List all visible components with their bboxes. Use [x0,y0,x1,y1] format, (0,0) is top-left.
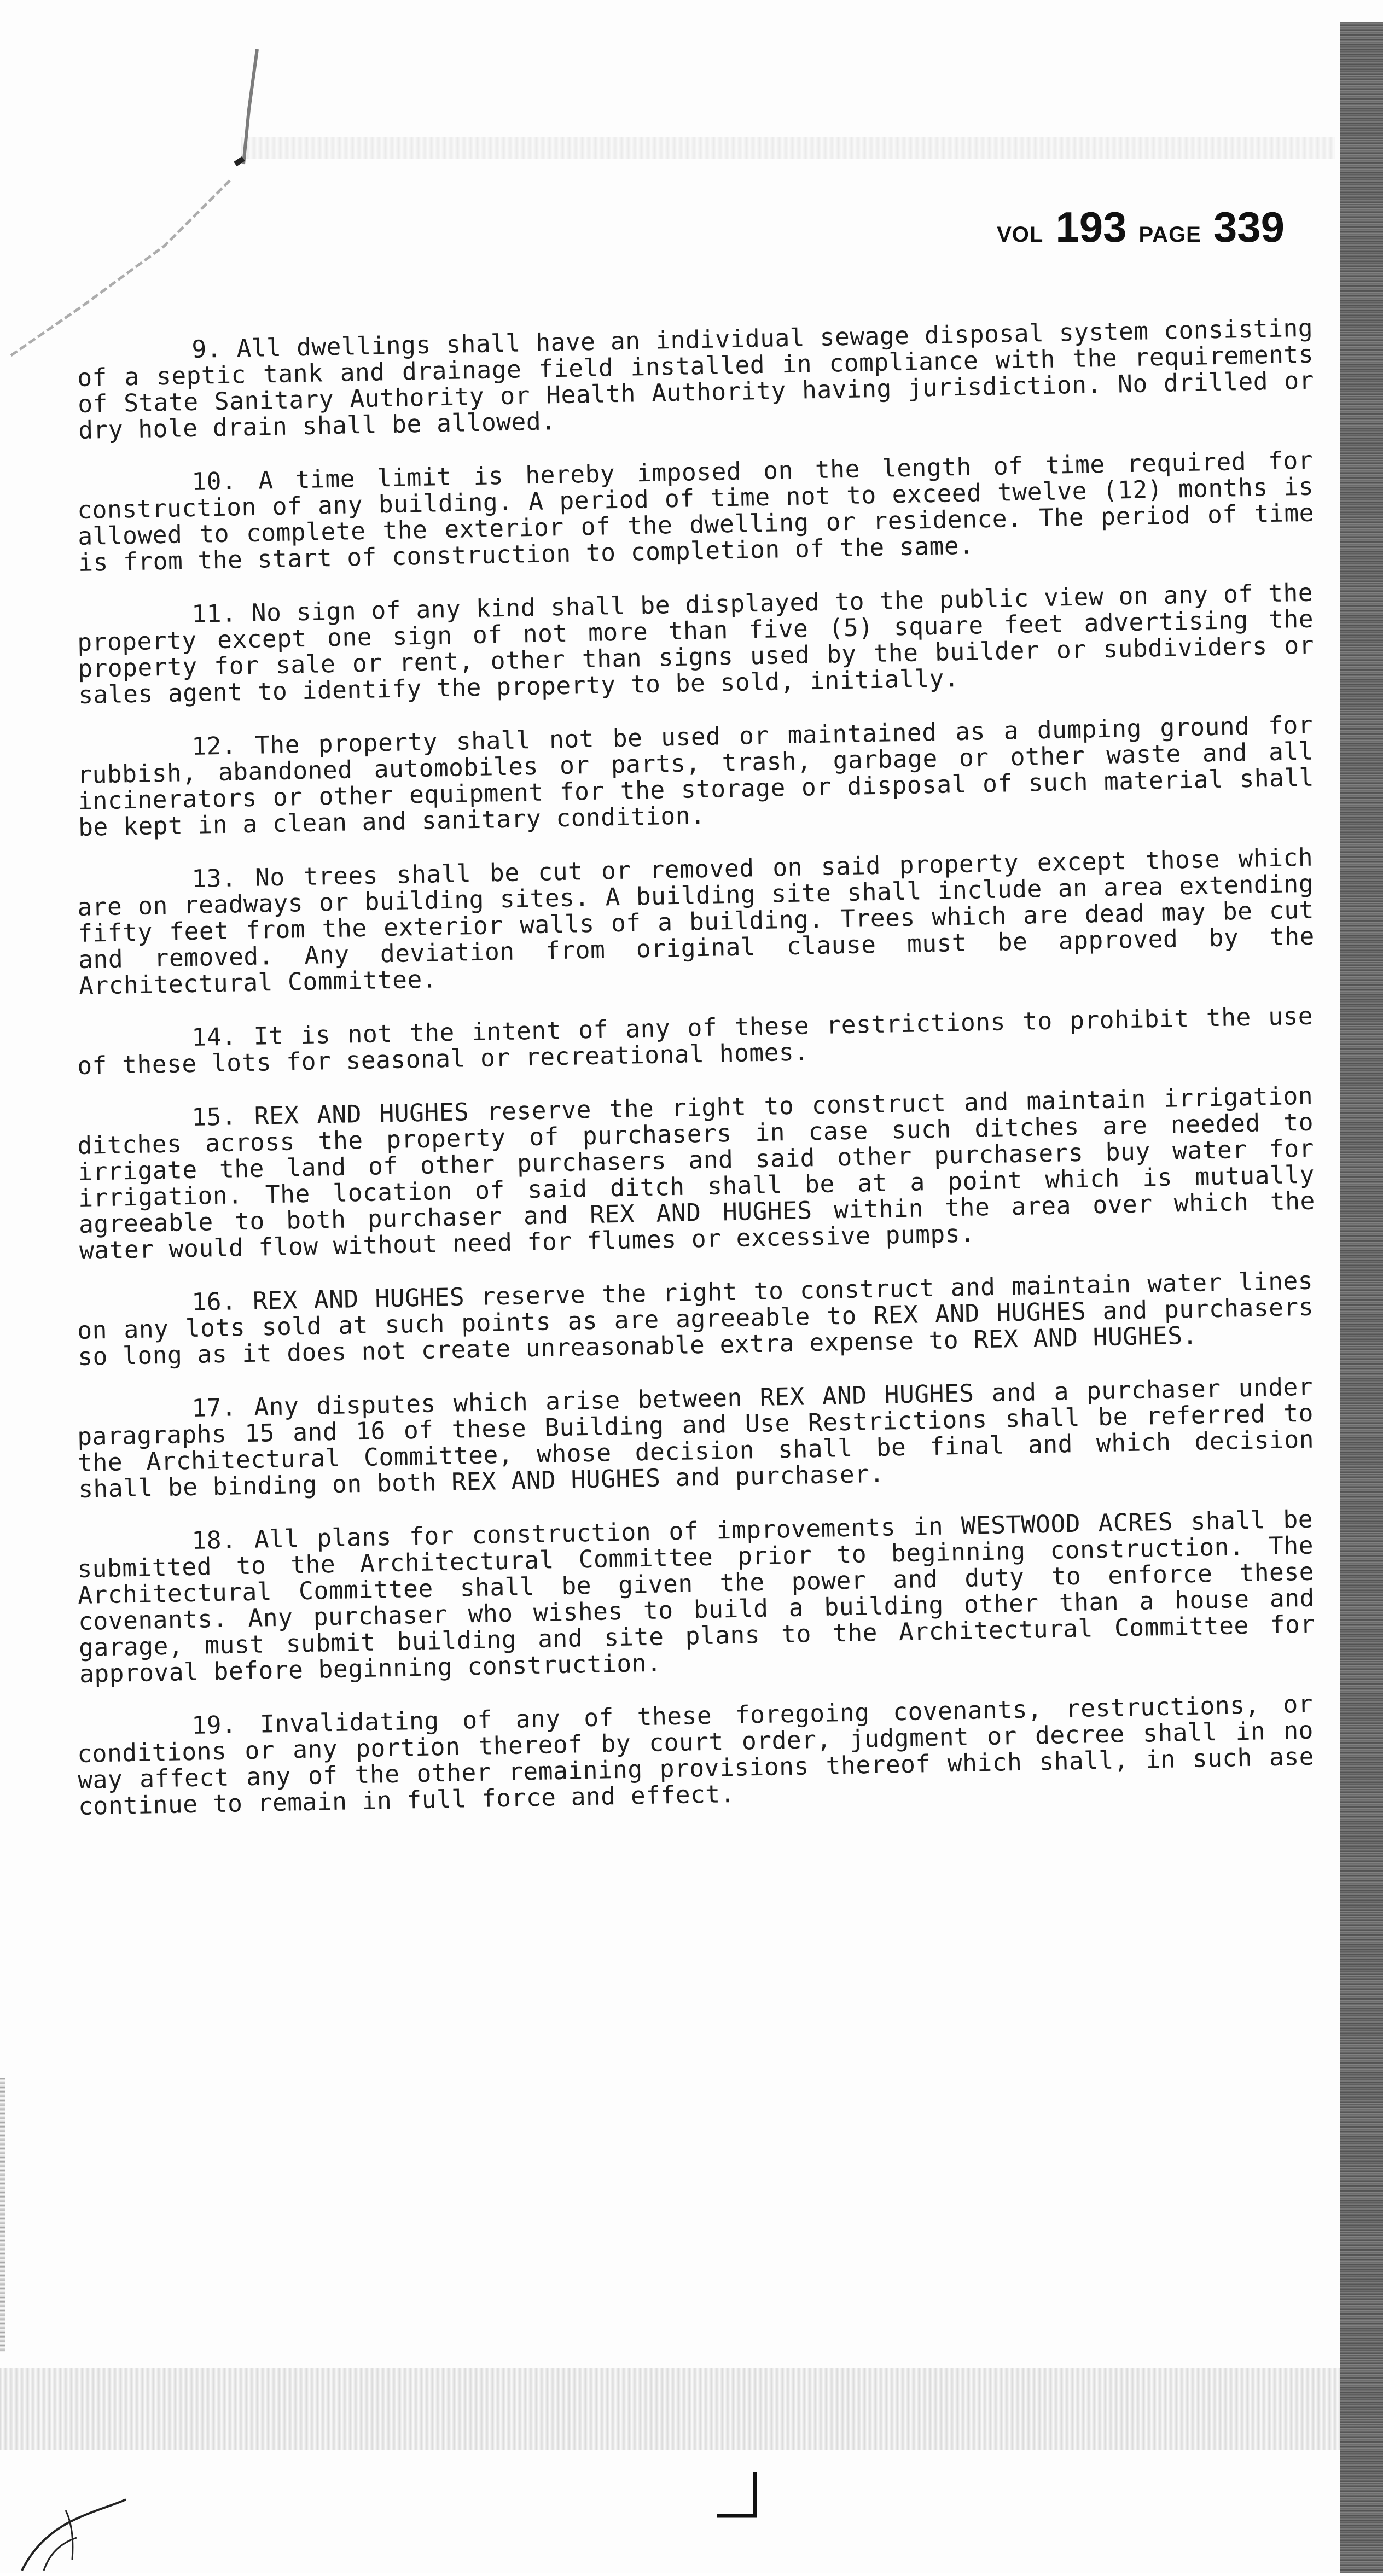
page-fold-mark [0,0,284,383]
paragraph-17: 17. Any disputes which arise between REX AND HUGHES and a purchaser under paragraphs 15 and 16 of these Building and Use Restrictions shall be referred to the Architectural Committee, whose decision shall be final and which decision shall be binding on both REX AND HUGHES and purchaser. [77,1373,1315,1503]
page-label: PAGE [1138,223,1201,247]
paragraph-10: 10. A time limit is hereby imposed on the length of time required for construction of any building. A period of time not to exceed twelve (12) months is allowed to complete the exterior of the dwelling or residence. The period of time is from the start of construction to completion of the same. [77,446,1315,577]
scan-edge-shadow [1340,22,1383,2573]
volume-page-reference [997,202,1285,252]
scan-noise-left [0,2078,5,2352]
paragraph-12: 12. The property shall not be used or maintained as a dumping ground for rubbish, abandoned automobiles or parts, trash, garbage or other waste and all incinerators or other equipment for the storage or disposal of such material shall be kept in a clean and sanitary condition. [77,711,1315,842]
paragraph-16: 16. REX AND HUGHES reserve the right to construct and maintain water lines on any lots sold at such points as are agreeable to REX AND HUGHES and purchasers so long as it does not create unreasonable extra expense to REX AND HUGHES. [77,1267,1314,1371]
scan-noise-top [241,137,1335,159]
paragraph-14: 14. It is not the intent of any of these restrictions to prohibit the use of these lots for seasonal or recreational homes. [77,1002,1314,1080]
paragraph-11: 11. No sign of any kind shall be displayed to the public view on any of the property except one sign of not more than five (5) square feet advertising the property for sale or rent, other than signs used by the builder or subdividers or sales agent to identify the property to be sold, initially. [77,579,1315,709]
paragraph-15: 15. REX AND HUGHES reserve the right to construct and maintain irrigation ditches across the property of purchasers in case such ditches are needed to irrigate the land of other purchasers and said other purchasers buy water for irrigation. The location of said ditch shall be at a point which is mutually agreeable to both purchaser and REX AND HUGHES within the area over which the water would flow without need for flumes or excessive pumps. [77,1082,1316,1265]
paragraph-9: 9. All dwellings shall have an individual sewage disposal system consisting of a septic tank and drainage field installed in compliance with the requirements of State Sanitary Authority or Health Authority having jurisdiction. No drilled or dry hole drain shall be allowed. [77,314,1315,445]
volume-number: 193 [1055,203,1127,251]
paragraph-18: 18. All plans for construction of improvements in WESTWOOD ACRES shall be submitted to the Architectural Committee prior to beginning construction. The Architectural Committee shall be given the power and duty to enforce these covenants. Any purchaser who wishes to build a building other than a house and garage, must submit building and site plans to the Architectural Committee for approval before beginning construction. [77,1505,1316,1688]
restrictions-body [77,314,1316,1848]
paragraph-13: 13. No trees shall be cut or removed on said property except those which are on readways or building sites. A building site shall include an area extending fifty feet from the exterior walls of a building. Trees which are dead may be cut and removed. Any deviation from original clause must be approved by the Architectural Committee. [77,843,1315,1000]
page-corner-mark [711,2467,777,2527]
volume-label: VOL [997,223,1044,247]
scan-noise-bottom [0,2368,1340,2450]
handwritten-mark [11,2488,131,2576]
paragraph-19: 19. Invalidating of any of these foregoing covenants, restructions, or conditions or any portion thereof by court order, judgment or decree shall in no way affect any of the other remaining provisions thereof which shall, in such ase continue to remain in full force and effect. [77,1690,1315,1821]
page-number: 339 [1213,203,1285,251]
